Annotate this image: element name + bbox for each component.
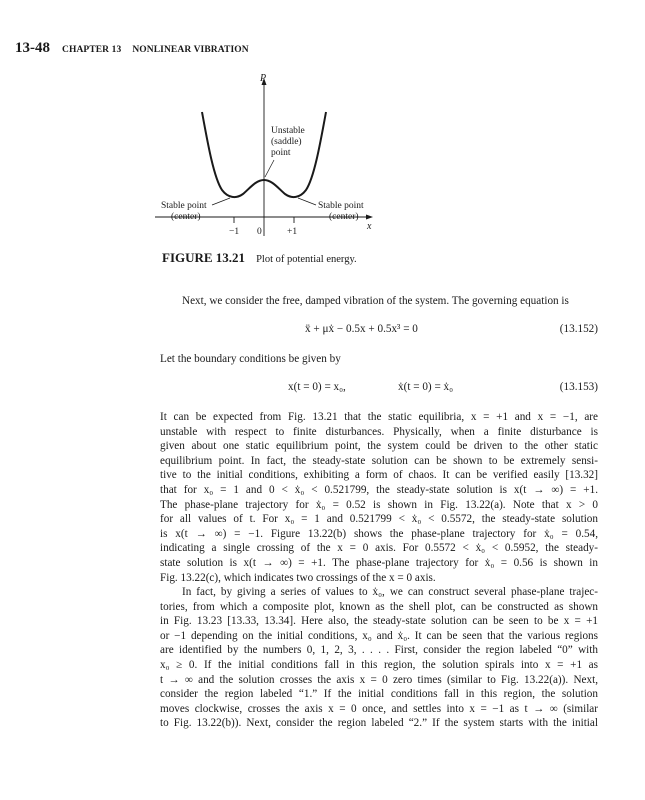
paragraph-1 bbox=[160, 294, 598, 309]
equation-expression-a: x(t = 0) = x₀, bbox=[288, 381, 346, 393]
annotation-unstable-line-2: (saddle) bbox=[271, 137, 302, 147]
text-line: Fig. 13.22(c), which indicates two crossings of the x = 0 axis. bbox=[160, 571, 436, 584]
annotation-unstable-line-1: Unstable bbox=[271, 126, 305, 136]
text-line: moves clockwise, crosses the axis x = 0 once, and settles into x = −1 as t → ∞ (similar bbox=[160, 702, 598, 715]
annotation-left-line-1: Stable point bbox=[161, 201, 207, 211]
x-axis-arrowhead bbox=[366, 215, 373, 220]
annotation-right-line-2: (center) bbox=[329, 212, 359, 222]
equation-13-153 bbox=[160, 381, 598, 397]
text-line: given about one static equilibrium point, the system could be driven to the other static bbox=[160, 440, 598, 453]
chapter-label: CHAPTER 13 bbox=[62, 45, 122, 55]
text-line: state solution is x(t → ∞) = +1. The phase-plane trajectory for ẋ₀ = 0.56 is shown in bbox=[160, 556, 598, 569]
figure-caption bbox=[162, 249, 357, 267]
text-line: The phase-plane trajectory for ẋ₀ = 0.52 is shown in Fig. 13.22(a). Note that x > 0 bbox=[160, 498, 598, 511]
annotation-right-line-1: Stable point bbox=[318, 201, 364, 211]
paragraph-4 bbox=[160, 585, 598, 731]
text-line: unstable with respect to finite disturbances. Physically, when a finite disturbance is bbox=[160, 425, 598, 438]
tick-label-minus-one: −1 bbox=[229, 227, 240, 237]
section-title: NONLINEAR VIBRATION bbox=[132, 45, 249, 55]
tick-label-plus-one: +1 bbox=[287, 227, 298, 237]
annotation-unstable-leader bbox=[265, 160, 274, 177]
paragraph-3 bbox=[160, 410, 598, 585]
text-line: It can be expected from Fig. 13.21 that the static equilibria, x = +1 and x = −1, are bbox=[160, 411, 598, 423]
page-header bbox=[15, 40, 249, 57]
text-line: tories, from which a composite plot, known as the shell plot, can be constructed as shown bbox=[160, 600, 598, 613]
text-line: In fact, by giving a series of values to ẋ₀, we can construct several phase-plane trajec- bbox=[182, 586, 598, 598]
text-line: to Fig. 13.22(b)). Next, consider the region labeled “2.” If the system starts with the initial bbox=[160, 717, 598, 730]
text-line: Let the boundary conditions be given by bbox=[160, 353, 341, 365]
text-line: equilibrium point. In fact, the steady-state solution can be shown to be extremely sensi- bbox=[160, 454, 598, 467]
tick-label-zero: 0 bbox=[257, 227, 262, 237]
text-line: consider the region labeled “1.” If the initial conditions fall in this region, the solution bbox=[160, 688, 598, 701]
annotation-left-stable-point bbox=[161, 198, 230, 222]
equation-expression-b: ẋ(t = 0) = ẋ₀ bbox=[398, 381, 454, 393]
text-line: tive to the initial conditions, exhibiting a form of chaos. It can be verified easily [13.32] bbox=[160, 469, 598, 482]
annotation-unstable-line-3: point bbox=[271, 148, 291, 158]
equation-expression: ẍ + μẋ − 0.5x + 0.5x³ = 0 bbox=[305, 323, 418, 335]
text-line: x₀ ≥ 0. If the initial conditions fall in this region, the solution spirals into x = +1 as bbox=[160, 658, 598, 671]
text-line: that for x₀ = 1 and 0 < ẋ₀ < 0.521799, the steady-state solution is x(t → ∞) = +1. bbox=[160, 483, 598, 496]
annotation-left-line-2: (center) bbox=[171, 212, 201, 222]
text-line: t → ∞ and the solution crosses the axis x = 0 zero times (similar to Fig. 13.22(a)). Next, bbox=[160, 673, 598, 686]
potential-energy-figure bbox=[150, 70, 380, 248]
annotation-right-leader bbox=[298, 198, 316, 205]
text-line: is x(t → ∞) = −1. Figure 13.22(b) shows the phase-plane trajectory for ẋ₀ = 0.54, bbox=[160, 527, 598, 540]
text-line: indicating a single crossing of the x = 0 axis. For 0.5572 < ẋ₀ < 0.5952, the steady- bbox=[160, 542, 598, 555]
annotation-right-stable-point bbox=[298, 198, 364, 222]
text-line: are identified by the numbers 0, 1, 2, 3, . . . . First, consider the region labeled “0” with bbox=[160, 644, 598, 657]
equation-number: (13.153) bbox=[559, 381, 598, 393]
equation-number: (13.152) bbox=[559, 323, 598, 335]
page-number: 13-48 bbox=[15, 40, 50, 56]
text-line: for all values of t. For x₀ = 1 and 0.521799 < ẋ₀ < 0.5572, the steady-state solution bbox=[160, 513, 598, 526]
figure-label: FIGURE 13.21 bbox=[162, 250, 246, 265]
paragraph-2 bbox=[160, 352, 598, 367]
text-line: in Fig. 13.23 [13.33, 13.34]. Here also, the steady-state solution can be seen to be x = +1 bbox=[160, 615, 598, 628]
annotation-left-leader bbox=[212, 198, 230, 205]
figure-title: Plot of potential energy. bbox=[256, 254, 357, 265]
equation-13-152 bbox=[160, 323, 598, 339]
text-line: or −1 depending on the initial conditions, x₀ and ẋ₀. It can be seen that the various regions bbox=[160, 629, 598, 642]
annotation-unstable-point bbox=[265, 126, 305, 177]
y-axis-label: P bbox=[260, 73, 267, 84]
text-line: Next, we consider the free, damped vibration of the system. The governing equation is bbox=[182, 295, 569, 307]
x-axis-label: x bbox=[367, 221, 372, 232]
